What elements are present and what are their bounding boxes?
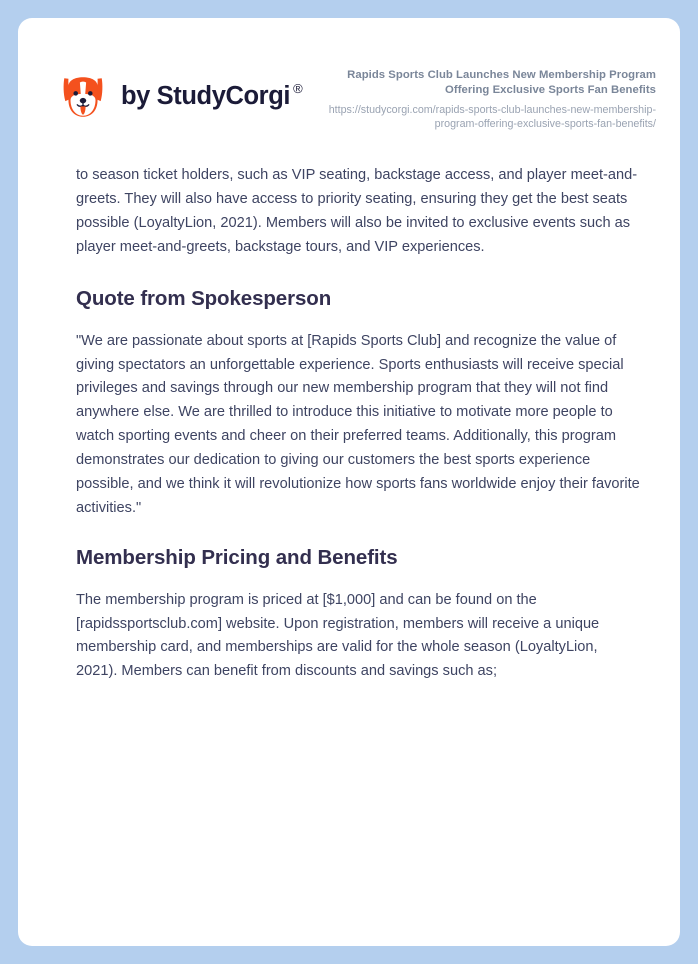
document-page-card [18, 18, 680, 946]
paragraph-intro: to season ticket holders, such as VIP seating, backstage access, and player meet-and-greets. They will also have access to priority seating, ensuring they get the best seats possible (LoyaltyLion, 2021). Members will also be invited to exclusive events such as player meet-and-greets, backstage tours, and VIP experiences. [76, 167, 638, 256]
document-body [18, 164, 680, 684]
paragraph-membership-pricing: The membership program is priced at [$1,000] and can be found on the [rapidssportsclub.com] website. Upon registration, members will receive a unique membership card, and memberships are valid for the whole season (LoyaltyLion, 2021). Members can benefit from discounts and savings such as; [76, 591, 600, 680]
brand-wordmark [121, 81, 303, 111]
studycorgi-brand [57, 63, 302, 123]
heading-membership-pricing-and-benefits: Membership Pricing and Benefits [76, 545, 398, 569]
paragraph-spokesperson-quote: "We are passionate about sports at [Rapids Sports Club] and recognize the value of giving spectators an unforgettable experience. Sports enthusiasts will receive special privileges and savings through our new membership program that they will not find anywhere else. We are thrilled to introduce this initiative to motivate more people to watch sporting events and cheer on their preferred teams. Additionally, this program demonstrates our dedication to giving our customers the best sports experience possible, and we think it will revolutionize how sports fans worldwide enjoy their favorite activities." [76, 332, 640, 517]
corgi-mascot-icon [57, 71, 109, 123]
page-title: Rapids Sports Club Launches New Membership Program Offering Exclusive Sports Fan Benefits [347, 69, 656, 97]
registered-trademark-icon: ® [293, 81, 303, 97]
brand-wordmark-text: by StudyCorgi [121, 82, 291, 111]
page-source-url: https://studycorgi.com/rapids-sports-club-launches-new-membership-program-offering-exclusive-sports-fan-benefits/ [328, 104, 656, 131]
header-meta [314, 63, 656, 131]
heading-quote-from-spokesperson: Quote from Spokesperson [76, 286, 332, 310]
document-header [18, 18, 680, 131]
